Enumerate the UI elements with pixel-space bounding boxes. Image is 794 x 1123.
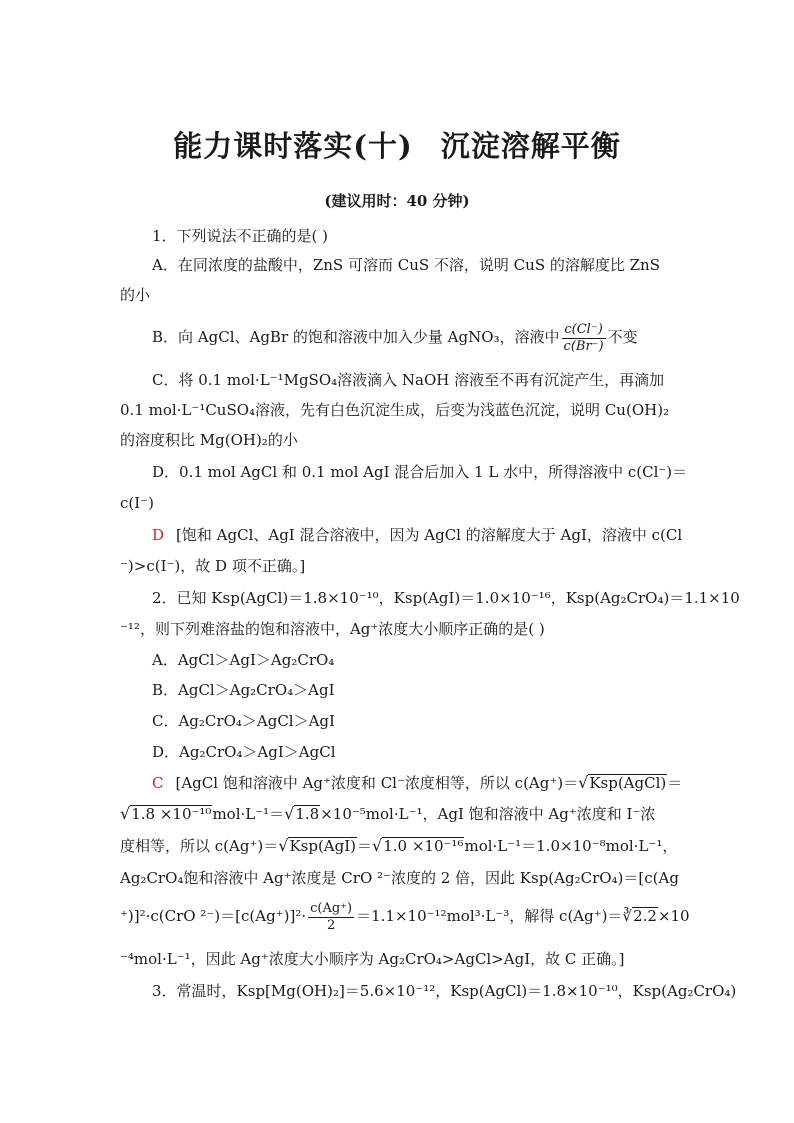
q1-option-b-fraction [562,322,606,355]
sqrt-icon: √ [278,836,289,855]
q2-fraction [308,901,354,934]
q1-option-c-line2: 0.1 mol·L⁻¹CuSO₄溶液，先有白色沉淀生成，后变为浅蓝色沉淀，说明 Cu(OH)₂ [120,401,670,419]
q1-explanation-line1 [152,525,682,545]
q1-answer: D [152,526,165,544]
q1-option-a-line1: A．在同浓度的盐酸中，ZnS 可溶而 CuS 不溶，说明 CuS 的溶解度比 ZnS [152,256,660,274]
q3-stem: 3．常温时，Ksp[Mg(OH)₂]＝5.6×10⁻¹²，Ksp(AgCl)＝1.8×10⁻¹⁰，Ksp(Ag₂CrO₄) [152,982,737,1000]
radicand: Ksp(AgCl) [589,774,667,792]
q2-exp-text: ＝1.1×10⁻¹²mol³·L⁻³，解得 c(Ag⁺)＝∛ [356,907,633,925]
q2-explanation-line2 [120,804,655,824]
q2-exp-text: 度相等，所以 c(Ag⁺)＝ [120,837,279,855]
time-suggestion: (建议用时：40 分钟) [324,192,470,210]
fraction-denominator: 2 [326,917,336,933]
q2-stem-line2: ⁻¹²，则下列难溶盐的饱和溶液中，Ag⁺浓度大小顺序正确的是( ) [120,620,545,638]
q2-stem-line1: 2．已知 Ksp(AgCl)＝1.8×10⁻¹⁰，Ksp(AgI)＝1.0×10⁻¹⁶，Ksp(Ag₂CrO₄)＝1.1×10 [152,589,740,607]
q1-option-d-line1: D．0.1 mol AgCl 和 0.1 mol AgI 混合后加入 1 L 水中，所得溶液中 c(Cl⁻)＝ [152,463,688,481]
q1-explanation-text: [饱和 AgCl、AgI 混合溶液中，因为 AgCl 的溶解度大于 AgI，溶液中 c(Cl [176,526,683,544]
q1-option-b [152,319,638,355]
sqrt-icon: √ [284,804,295,823]
sqrt-icon: √ [120,804,131,823]
q2-exp-text: ×10 [657,907,690,925]
q2-exp-text: mol·L⁻¹＝ [212,805,285,823]
fraction-denominator: c(Br⁻) [563,338,604,354]
radicand: 1.0 ×10⁻¹⁶ [383,837,464,855]
q2-exp-text: [AgCl 饱和溶液中 Ag⁺浓度和 Cl⁻浓度相等，所以 c(Ag⁺)＝ [175,774,579,792]
q2-explanation-line5 [120,898,690,934]
q2-explanation-line3 [120,836,677,856]
q1-option-c-line3: 的溶度积比 Mg(OH)₂的小 [120,431,298,449]
radicand: 2.2 [633,907,657,925]
sqrt-icon: √ [372,836,383,855]
q2-exp-text: ×10⁻⁵mol·L⁻¹，AgI 饱和溶液中 Ag⁺浓度和 I⁻浓 [320,805,656,823]
q2-explanation-line4: Ag₂CrO₄饱和溶液中 Ag⁺浓度是 CrO ²⁻浓度的 2 倍，因此 Ksp(Ag₂CrO₄)＝[c(Ag [120,869,679,887]
q1-option-c-line1: C．将 0.1 mol·L⁻¹MgSO₄溶液滴入 NaOH 溶液至不再有沉淀产生，再滴加 [152,371,665,389]
sqrt-icon: √ [578,773,589,792]
q1-option-b-text: B．向 AgCl、AgBr 的饱和溶液中加入少量 AgNO₃，溶液中 [152,328,560,346]
title-topic: 沉淀溶解平衡 [440,129,621,163]
q2-exp-text: ＝ [667,774,683,792]
q1-option-a-line2: 的小 [120,286,151,304]
q1-stem: 1．下列说法不正确的是( ) [152,227,329,245]
radicand: 1.8 ×10⁻¹⁰ [131,805,212,823]
q2-exp-text: ＝ [357,837,373,855]
title-main: 能力课时落实(十) [173,129,413,163]
q1-option-b-end: 不变 [607,328,638,346]
q2-option-d: D．Ag₂CrO₄＞AgI＞AgCl [152,743,336,761]
q2-option-b: B．AgCl＞Ag₂CrO₄＞AgI [152,681,335,699]
q2-option-c: C．Ag₂CrO₄＞AgCl＞AgI [152,712,335,730]
q2-exp-text: ⁺)]²·c(CrO ²⁻)＝[c(Ag⁺)]²· [120,907,307,925]
q2-explanation-line6: ⁻⁴mol·L⁻¹，因此 Ag⁺浓度大小顺序为 Ag₂CrO₄>AgCl>AgI，故 C 正确。] [120,950,625,968]
radicand: 1.8 [295,805,320,823]
q2-option-a: A．AgCl＞AgI＞Ag₂CrO₄ [152,651,335,669]
radicand: Ksp(AgI) [289,837,357,855]
q1-explanation-line2: ⁻)>c(I⁻)，故 D 项不正确。] [120,557,306,575]
page-title [0,124,794,165]
fraction-numerator: c(Ag⁺) [310,900,353,916]
q1-option-d-line2: c(I⁻) [120,494,154,512]
fraction-numerator: c(Cl⁻) [562,322,606,339]
q2-explanation-line1 [152,773,682,793]
q2-answer: C [152,774,164,792]
q2-exp-text: mol·L⁻¹＝1.0×10⁻⁸mol·L⁻¹， [464,837,678,855]
